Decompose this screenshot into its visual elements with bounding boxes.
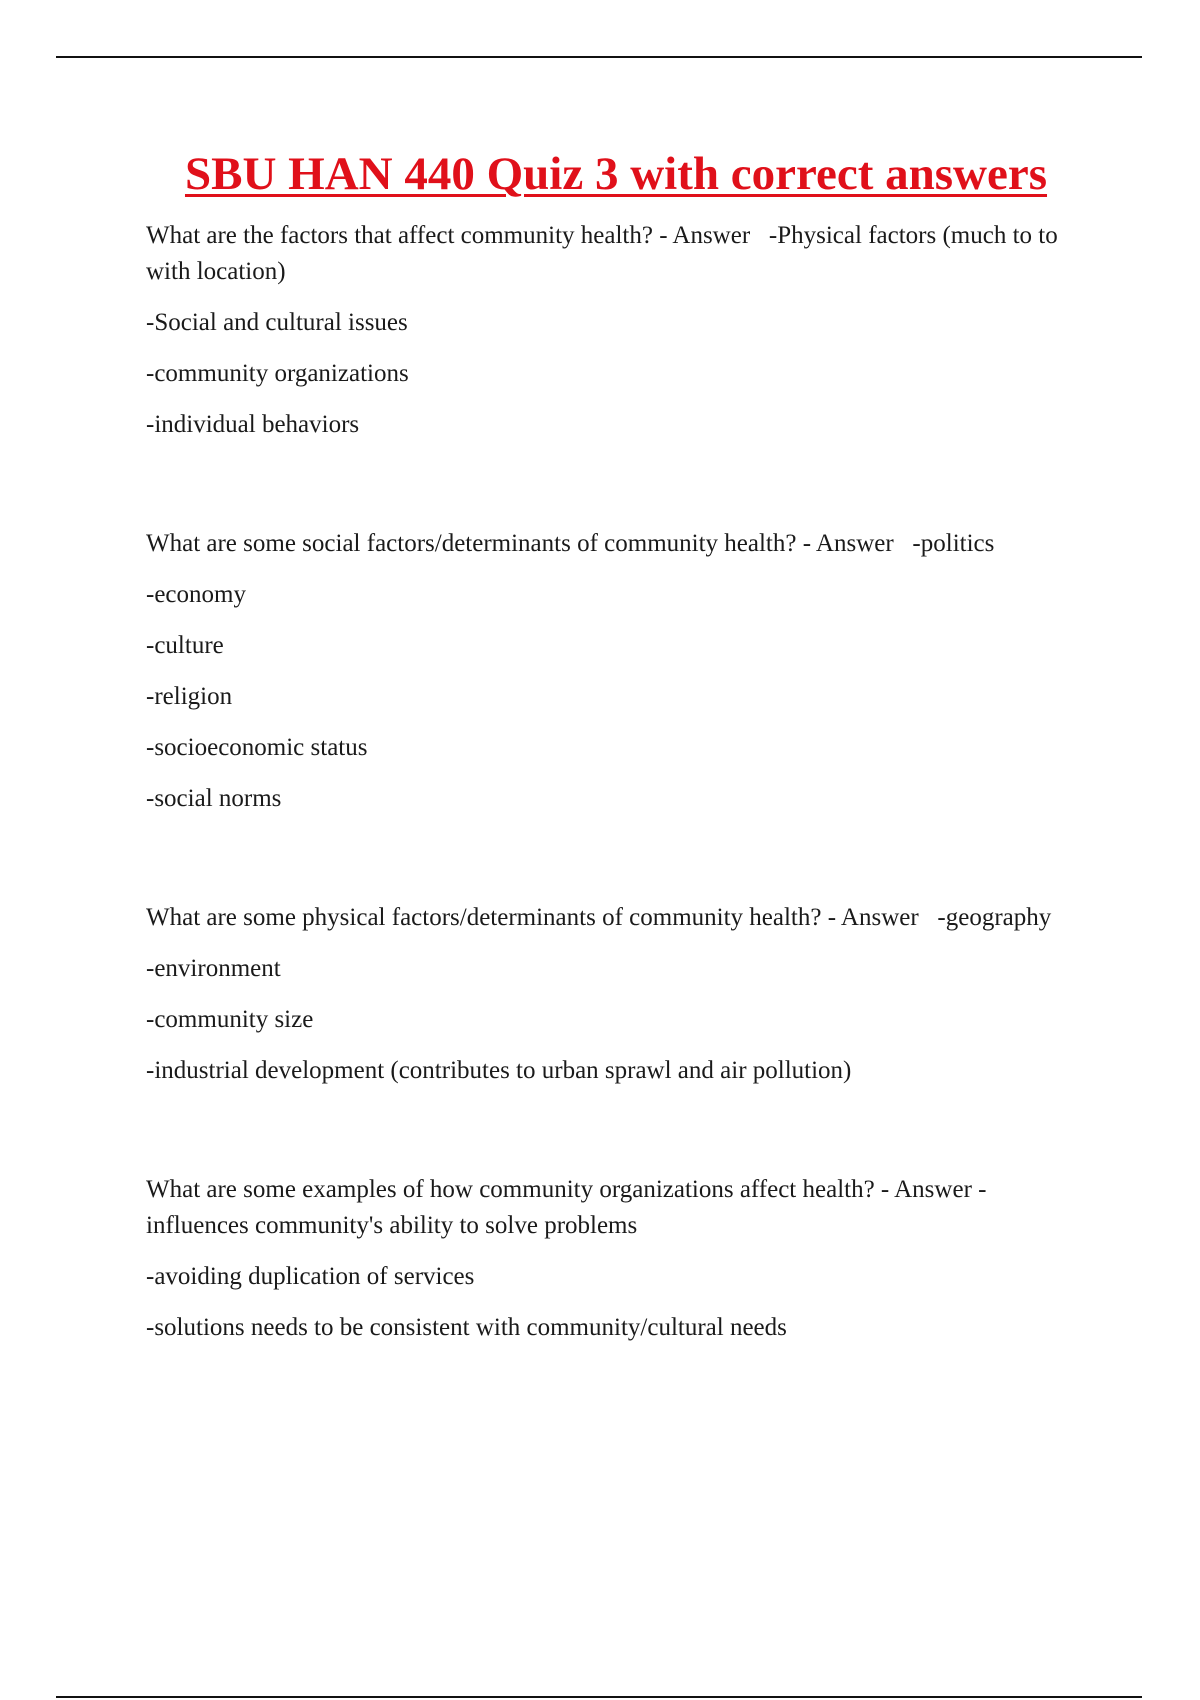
answer-item: -culture (146, 632, 224, 659)
answer-first-line: -politics (912, 530, 995, 557)
answer-item: -avoiding duplication of services (146, 1263, 475, 1290)
bottom-rule (56, 1696, 1142, 1698)
qa-block (146, 218, 1086, 443)
answer-first-line: -influences community's ability to solve problems (146, 1176, 987, 1239)
answer-item: -industrial development (contributes to urban sprawl and air pollution) (146, 1057, 852, 1084)
quiz-content (146, 218, 1086, 1346)
question-text: What are some examples of how community organizations affect health? - Answer (146, 1176, 972, 1203)
question (146, 900, 1086, 936)
answer-item: -Social and cultural issues (146, 309, 408, 336)
answer-first-line: -Physical factors (much to to with location) (146, 222, 1058, 285)
qa-block (146, 526, 1086, 817)
qa-block (146, 900, 1086, 1089)
answer-item: -solutions needs to be consistent with community/cultural needs (146, 1314, 787, 1341)
question (146, 218, 1086, 290)
answer-item: -environment (146, 955, 281, 982)
answer-item: -social norms (146, 785, 282, 812)
answer-item: -individual behaviors (146, 411, 360, 438)
top-rule (56, 56, 1142, 58)
question (146, 526, 1086, 562)
answer-first-line: -geography (937, 904, 1052, 931)
document-title: SBU HAN 440 Quiz 3 with correct answers (184, 148, 1048, 200)
answer-item: -socioeconomic status (146, 734, 368, 761)
answer-item: -community organizations (146, 360, 409, 387)
answer-item: -community size (146, 1006, 314, 1033)
question-text: What are the factors that affect community health? - Answer (146, 222, 751, 249)
question (146, 1172, 1086, 1244)
answer-item: -economy (146, 581, 246, 608)
question-text: What are some social factors/determinants of community health? - Answer (146, 530, 894, 557)
question-text: What are some physical factors/determinants of community health? - Answer (146, 904, 919, 931)
qa-block (146, 1172, 1086, 1346)
answer-item: -religion (146, 683, 233, 710)
